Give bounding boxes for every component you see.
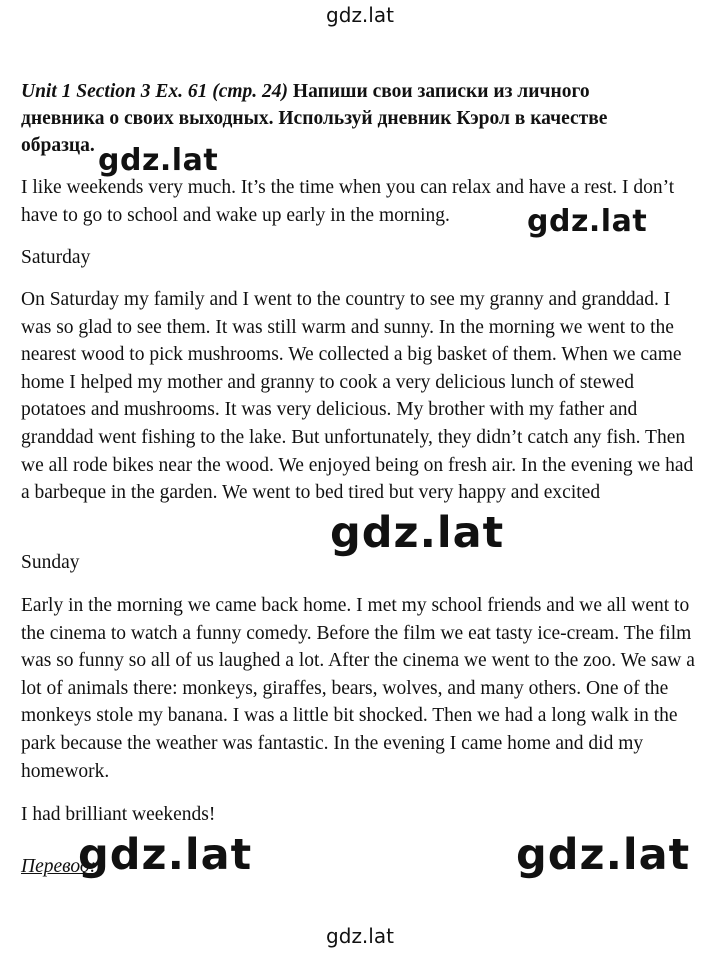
translation-link[interactable]: Перевод: bbox=[21, 856, 97, 877]
watermark-header: gdz.lat bbox=[98, 143, 219, 178]
saturday-heading: Saturday bbox=[21, 247, 91, 268]
closing-sentence: I had brilliant weekends! bbox=[21, 804, 216, 825]
exercise-reference: Unit 1 Section 3 Ex. 61 (стр. 24) bbox=[21, 81, 289, 102]
watermark-top: gdz.lat bbox=[326, 3, 394, 27]
saturday-paragraph: On Saturday my family and I went to the country to see my granny and granddad. I was so glad to see them. It was still warm and sunny. In the morning we went to the nearest wood to pick mushrooms. We collected a big basket of them. When we came home I helped my mother and granny to cook a very delicious lunch of stewed potatoes and mushrooms. It was very delicious. My brother with my father and granddad went fishing to the lake. But unfortunately, they didn’t catch any fish. Then we all rode bikes near the wood. We enjoyed being on fresh air. In the evening we had a barbeque in the garden. We went to bed tired but very happy and excited bbox=[21, 289, 694, 504]
watermark-intro: gdz.lat bbox=[527, 204, 648, 239]
watermark-footer: gdz.lat bbox=[326, 924, 394, 948]
sunday-paragraph: Early in the morning we came back home. I met my school friends and we all went to the cinema to watch a funny comedy. Before the film we eat tasty ice-cream. The film was so funny so all of us laughed a lot. After the cinema we went to the zoo. We saw a lot of animals there: monkeys, giraffes, bears, wolves, and many others. One of the monkeys stole my banana. I was a little bit shocked. Then we had a long walk in the park because the weather was fantastic. In the evening I came home and did my homework. bbox=[21, 595, 695, 782]
sunday-heading: Sunday bbox=[21, 552, 80, 573]
intro-paragraph: I like weekends very much. It’s the time when you can relax and have a rest. I don’t have to go to school and wake up early in the morning. bbox=[21, 177, 675, 226]
exercise-task: Напиши свои записки из личного дневника о своих выходных. Используй дневник Кэрол в качестве образца. bbox=[21, 81, 608, 156]
watermark-bottom-left: gdz.lat bbox=[78, 830, 253, 880]
watermark-middle: gdz.lat bbox=[330, 508, 505, 558]
watermark-bottom-right: gdz.lat bbox=[516, 830, 691, 880]
